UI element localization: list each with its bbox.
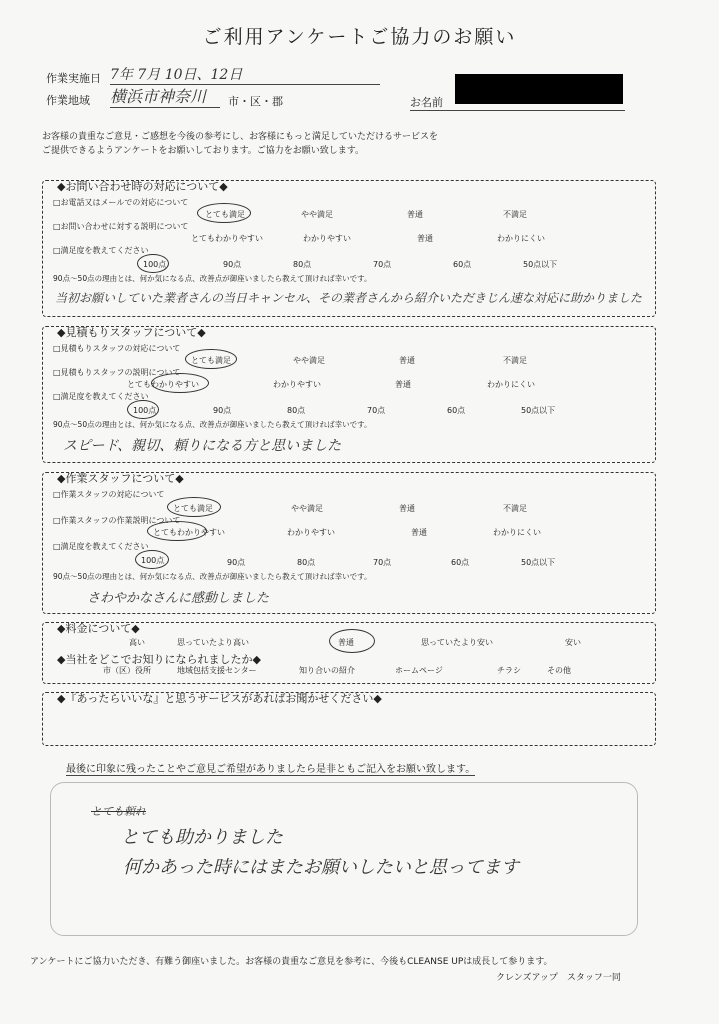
footer-thanks: アンケートにご協力いただき、有難う御座いました。お客様の貴重なご意見を参考に、今後もCLEANSE UPは成長して参ります。 [30,957,553,967]
option[interactable]: 90点 [223,260,242,269]
question-label: 90点～50点の理由とは、何か気になる点、改善点が御座いましたら教えて頂ければ幸いです。 [53,572,372,581]
option[interactable]: 普通 [407,210,423,219]
option[interactable]: 90点 [227,558,246,567]
footer-signature: クレンズアップ スタッフ一同 [496,973,621,983]
section-wish [42,692,656,746]
section-price [42,622,656,684]
option[interactable]: 90点 [213,406,232,415]
handwritten-comment: 当初お願いしていた業者さんの当日キャンセル、その業者さんから紹介いただきじん速な対応に助かりました [55,291,643,305]
option[interactable]: 100点 [141,556,165,565]
selection-circle [167,497,221,517]
option[interactable]: とてもわかりやすい [153,528,225,537]
option[interactable]: 70点 [373,558,392,567]
question-label: 90点～50点の理由とは、何か気になる点、改善点が御座いましたら教えて頂ければ幸いです。 [53,420,372,429]
option[interactable]: 70点 [373,260,392,269]
option[interactable]: 地域包括支援センター [177,666,257,675]
option[interactable]: わかりにくい [497,234,545,243]
section-title: ◆『あったらいいな』と思うサービスがあればお聞かせください◆ [57,692,382,705]
option[interactable]: 100点 [133,406,157,415]
section-title: ◆当社をどこでお知りになられましたか◆ [57,653,261,666]
section-inquiry [42,180,656,317]
handwritten-comment: スピード、親切、頼りになる方と思いました [63,438,342,454]
option[interactable]: 普通 [395,380,411,389]
option[interactable]: とてもわかりやすい [191,234,263,243]
selection-circle [197,203,251,223]
handwritten-line: 何かあった時にはまたお願いしたいと思ってます [123,857,519,878]
option[interactable]: 思っていたより安い [421,638,493,647]
question-label: 90点～50点の理由とは、何か気になる点、改善点が御座いましたら教えて頂ければ幸いです。 [53,274,372,283]
question-label: □作業スタッフの対応について [53,490,165,499]
question-label: □お電話又はメールでの対応について [53,198,189,207]
selection-circle [147,521,207,541]
final-prompt: 最後に印象に残ったことやご意見ご希望がありましたら是非ともご記入をお願い致します。 [66,760,475,776]
option[interactable]: やや満足 [301,210,333,219]
name-label: お名前 [410,94,625,111]
option[interactable]: とても満足 [205,210,245,219]
option[interactable]: チラシ [497,666,521,675]
option[interactable]: とても満足 [173,504,213,513]
comment-box [50,782,638,936]
option[interactable]: 80点 [297,558,316,567]
area-value: 横浜市神奈川 [110,84,220,108]
struck-text: とても頼れ [91,805,146,818]
option[interactable]: わかりにくい [487,380,535,389]
question-label: □見積もりスタッフの説明について [53,368,181,377]
option[interactable]: 普通 [399,504,415,513]
option[interactable]: わかりやすい [287,528,335,537]
section-title: ◆料金について◆ [57,622,140,635]
page-title: ご利用アンケートご協力のお願い [202,26,517,48]
section-title: ◆作業スタッフについて◆ [57,472,184,485]
question-label: □見積もりスタッフの対応について [53,344,181,353]
option[interactable]: 70点 [367,406,386,415]
option[interactable]: わかりやすい [273,380,321,389]
option[interactable]: やや満足 [291,504,323,513]
option[interactable]: 50点以下 [521,558,556,567]
option[interactable]: 普通 [338,638,354,647]
selection-circle [185,349,237,369]
selection-circle [151,373,209,393]
option[interactable]: わかりやすい [303,234,351,243]
question-label: □満足度を教えてください [53,246,149,255]
date-value: 7年 7月 10日、12日 [110,64,380,85]
option[interactable]: 50点以下 [521,406,556,415]
option[interactable]: とてもわかりやすい [127,380,199,389]
option[interactable]: 不満足 [503,504,527,513]
option[interactable]: 普通 [411,528,427,537]
question-label: □お問い合わせに対する説明について [53,222,189,231]
section-title: ◆見積もりスタッフについて◆ [57,326,206,339]
option[interactable]: 60点 [447,406,466,415]
date-label: 作業実施日 [46,72,101,85]
option[interactable]: 思っていたより高い [177,638,249,647]
intro-line: お客様の貴重なご意見・ご感想を今後の参考にし、お客様にもっと満足していただけるサービスを [42,132,439,142]
option[interactable]: その他 [547,666,571,675]
option[interactable]: とても満足 [191,356,231,365]
selection-circle [135,550,169,569]
section-estimate [42,326,656,463]
option[interactable]: わかりにくい [493,528,541,537]
question-label: □作業スタッフの作業説明について [53,516,181,525]
section-staff [42,472,656,614]
option[interactable]: 80点 [293,260,312,269]
handwritten-line: とても助かりました [121,827,283,848]
option[interactable]: 普通 [417,234,433,243]
question-label: □満足度を教えてください [53,392,149,401]
option[interactable]: 普通 [399,356,415,365]
option[interactable]: 不満足 [503,210,527,219]
section-title: ◆お問い合わせ時の対応について◆ [57,180,228,193]
option[interactable]: やや満足 [293,356,325,365]
option[interactable]: 高い [129,638,145,647]
selection-circle [127,400,159,419]
option[interactable]: 知り合いの紹介 [299,666,355,675]
redaction-block [455,74,623,104]
option[interactable]: 60点 [451,558,470,567]
option[interactable]: ホームページ [395,666,443,675]
intro-line: ご提供できるようアンケートをお願いしております。ご協力をお願い致します。 [42,146,365,156]
area-label: 作業地域 [46,94,90,107]
selection-circle [329,629,375,653]
option[interactable]: 80点 [287,406,306,415]
intro-text [42,130,682,158]
option[interactable]: 50点以下 [523,260,558,269]
area-suffix: 市・区・郡 [228,95,283,108]
option[interactable]: 100点 [143,260,167,269]
option[interactable]: 市（区）役所 [103,666,151,675]
option[interactable]: 不満足 [503,356,527,365]
option[interactable]: 安い [565,638,581,647]
question-label: □満足度を教えてください [53,542,149,551]
selection-circle [137,254,169,273]
option[interactable]: 60点 [453,260,472,269]
handwritten-comment: さわやかなさんに感動しました [87,591,270,606]
